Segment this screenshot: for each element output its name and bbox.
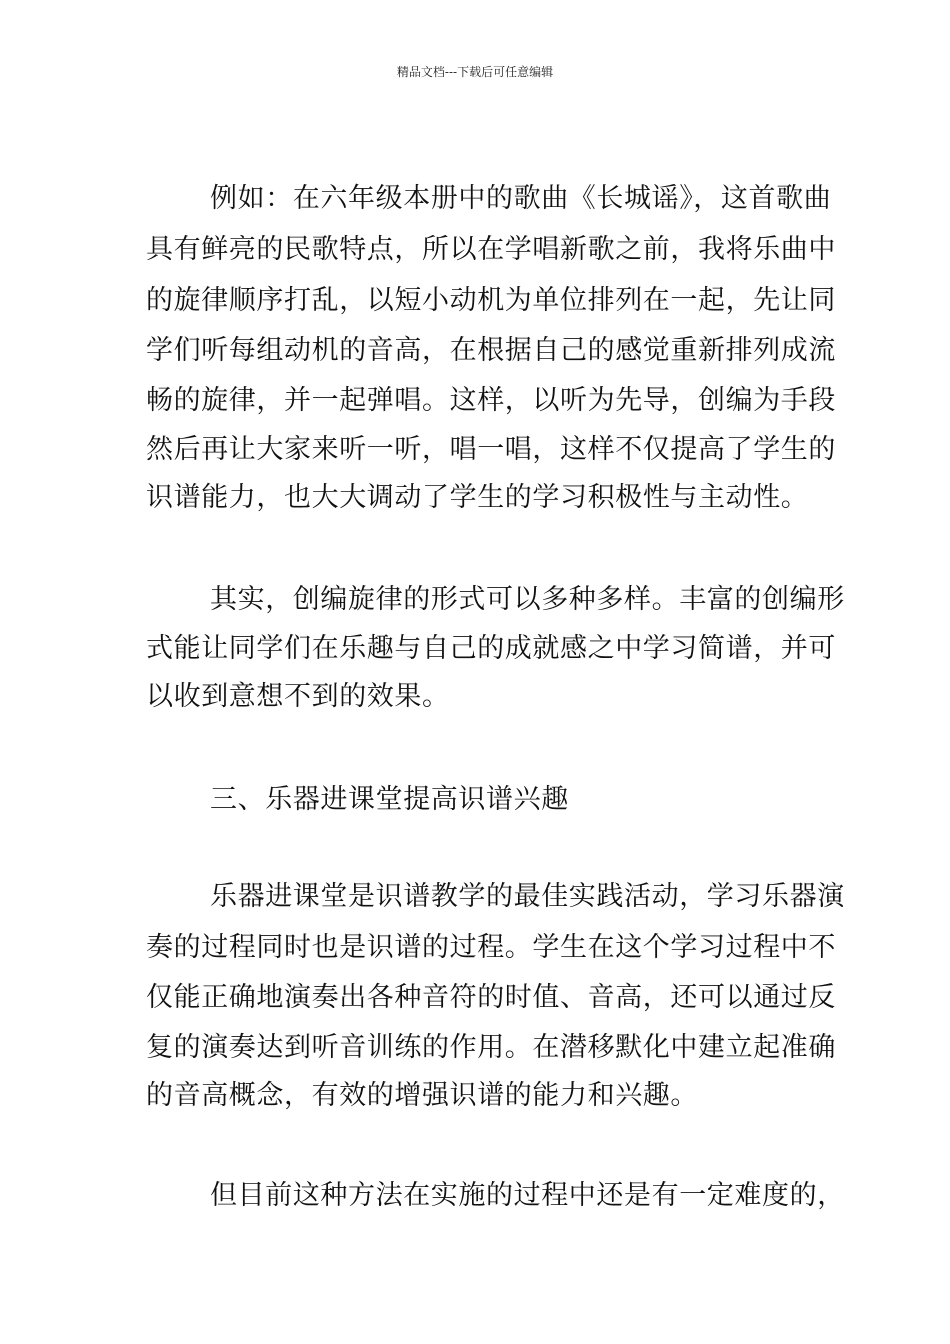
heading-text: 三、乐器进课堂提高识谱兴趣 — [210, 784, 569, 815]
text-line: 具有鲜亮的民歌特点，所以在学唱新歌之前，我将乐曲中 — [146, 234, 836, 265]
text-line: 例如：在六年级本册中的歌曲《长城谣》，这首歌曲 — [210, 183, 832, 214]
text-line: 奏的过程同时也是识谱的过程。学生在这个学习过程中不 — [146, 932, 836, 963]
text-line: 复的演奏达到听音训练的作用。在潜移默化中建立起准确 — [146, 1032, 836, 1063]
text-line: 乐器进课堂是识谱教学的最佳实践活动，学习乐器演 — [210, 881, 845, 912]
text-line: 式能让同学们在乐趣与自己的成就感之中学习简谱，并可 — [146, 633, 836, 664]
text-line: 以收到意想不到的效果。 — [146, 681, 450, 712]
text-line: 仅能正确地演奏出各种音符的时值、音高，还可以通过反 — [146, 982, 836, 1013]
text-line: 的旋律顺序打乱，以短小动机为单位排列在一起，先让同 — [146, 285, 836, 316]
page-header: 精品文档---下载后可任意编辑 — [396, 65, 554, 79]
text-line: 但目前这种方法在实施的过程中还是有一定难度的， — [210, 1180, 845, 1211]
text-line: 然后再让大家来听一听，唱一唱，这样不仅提高了学生的 — [146, 434, 836, 465]
text-line: 畅的旋律，并一起弹唱。这样，以听为先导，创编为手段 — [146, 385, 836, 416]
text-line: 识谱能力，也大大调动了学生的学习积极性与主动性。 — [146, 482, 809, 513]
text-line: 的音高概念，有效的增强识谱的能力和兴趣。 — [146, 1080, 698, 1111]
text-line: 其实，创编旋律的形式可以多种多样。丰富的创编形 — [210, 584, 845, 615]
text-line: 学们听每组动机的音高，在根据自己的感觉重新排列成流 — [146, 335, 836, 366]
